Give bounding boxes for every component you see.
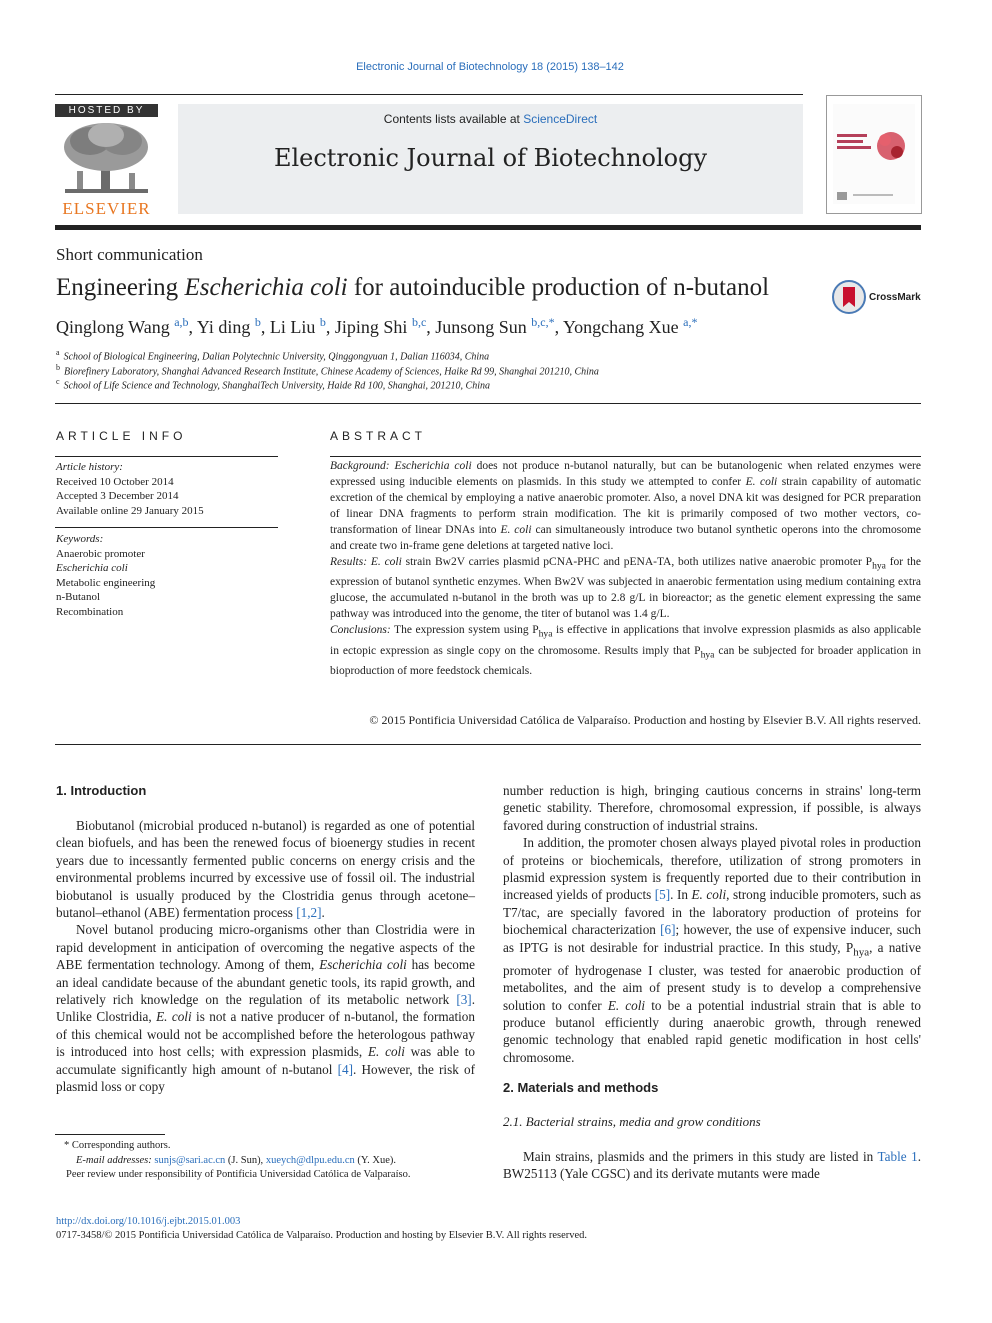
keywords: Keywords: Anaerobic promoter Escherichia coli Metabolic engineering n-Butanol Recombination [56, 533, 156, 618]
footnotes: * Corresponding authors. E-mail addresses: sunjs@sari.ac.cn (J. Sun), xueych@dlpu.edu.cn (Y. Xue). Peer review under responsibility of Pontificia Universidad Católica de Valparaíso. [64, 1140, 411, 1180]
keyword: Recombination [56, 605, 124, 618]
author[interactable]: Li Liu $^b$, [269, 315, 335, 337]
email-link[interactable]: sunjs@sari.ac.cn [154, 1154, 226, 1166]
keyword: n-Butanol [56, 591, 100, 603]
sciencedirect-link[interactable]: ScienceDirect [523, 112, 598, 126]
header-rule-top [55, 94, 803, 95]
info-rule [55, 456, 278, 457]
author-list [56, 315, 697, 338]
issn-line: 0717-3458/© 2015 Pontificia Universidad Católica de Valparaíso. Production and hosting by Elsevier B.V. All rights reserved. [56, 1230, 588, 1241]
section-heading-introduction: 1. Introduction [56, 783, 147, 798]
citation-link[interactable]: [6] [660, 922, 676, 938]
contents-line: Contents lists available at ScienceDirect [383, 112, 598, 126]
footnote-rule [55, 1134, 165, 1135]
hosted-by-label: HOSTED BY [55, 104, 158, 117]
section-heading-methods: 2. Materials and methods [503, 1080, 659, 1095]
author[interactable]: Jiping Shi $^{b,c}$, [334, 315, 436, 337]
journal-header-band [178, 104, 803, 214]
doi-link[interactable]: http://dx.doi.org/10.1016/j.ejbt.2015.01.003 [56, 1216, 241, 1227]
abstract-bottom-rule [55, 744, 921, 745]
affiliation: $^a$ School of Biological Engineering, Dalian Polytechnic University, Qinggongyuan 1, Dalian 116034, China [56, 348, 490, 363]
abstract-results: Results: E. coli strain Bw2V carries plasmid pCNA-PHC and pENA-TA, both utilizes native anaerobic promoter $P_{hya}$ for the expression of butanol synthetic enzymes. When Bw2V was subjected in anaerobic fermentation using medium containing extra glucose, the accumulated n-butanol in the broth was up to 2.8 g/L in bioreactor; as the genetic element expressing the same pathway was introduced into the genome, the titer of butanol was 1.4 g/L. [330, 556, 921, 621]
author[interactable]: Qinglong Wang $^{a,b}$, [56, 315, 197, 337]
abstract-rule [330, 456, 921, 457]
crossmark-icon [832, 280, 866, 314]
journal-cover-thumbnail[interactable] [826, 95, 922, 214]
article-title: Engineering Escherichia coli for autoinducible production of n-butanol [56, 274, 770, 301]
crossmark-badge[interactable] [832, 280, 921, 314]
citation-link[interactable]: [3] [456, 992, 472, 1008]
citation-link[interactable]: [4] [337, 1061, 353, 1077]
affiliation: $^c$ School of Life Science and Technology, ShanghaiTech University, Haide Rd 100, Shanghai, 201210, China [56, 377, 491, 392]
abstract-conclusions: Conclusions: The expression system using $P_{hya}$ is effective in applications that involve expression plasmids as also applicable in ectopic expression as single copy on the chromosome. Results imply that $P_{hya}$ can be subjected for broader application in bioproduction of more feedstock chemicals. [330, 624, 922, 677]
header-rule-thick [55, 225, 921, 230]
affiliation-rule [55, 403, 921, 404]
affiliation: $^b$ Biorefinery Laboratory, Shanghai Advanced Research Institute, Chinese Academy of Sciences, Haike Rd 99, Shanghai 201210, China [56, 363, 599, 378]
citation-link[interactable]: [5] [654, 887, 671, 903]
crossmark-label: CrossMark [869, 291, 921, 303]
keyword: Metabolic engineering [56, 576, 156, 589]
article-type: Short communication [56, 245, 203, 264]
keyword: Anaerobic promoter [56, 547, 145, 560]
copyright-notice: © 2015 Pontificia Universidad Católica de Valparaíso. Production and hosting by Elsevier B.V. All rights reserved. [369, 713, 921, 727]
author[interactable]: Junsong Sun $^{b,c,*}$, [435, 315, 563, 337]
email-link[interactable]: xueych@dlpu.edu.cn [265, 1154, 355, 1166]
journal-reference[interactable]: Electronic Journal of Biotechnology 18 (2015) 138–142 [356, 61, 624, 73]
introduction-text: Biobutanol (microbial produced n-butanol) is regarded as one of potential clean biofuels, and has been the renewed focus of bioenergy studies in recent years due to incessantly fermented public concerns on energy crisis and the environmental problems incurred by excessive use of fossil oil. The industrial biobutanol is usually produced by the Clostridia genus through acetone–butanol–ethanol (ABE) fermentation process [1,2]. Novel butanol producing micro-organisms other than Clostridia were in rapid development in anticipation of overcoming the negative aspects of the ABE fermentation technology. Among of them, Escherichia coli has become an ideal candidate because of the abundant genetic tools, its rapid growth, and relatively rich knowledge on the regulation of its metabolic network [3]. Unlike Clostridia, E. coli is not a native producer of n-butanol, the formation of this chemical would not be accomplished before the heterologous pathway is introduced into host cells; with expression plasmids, E. coli was able to accumulate significantly high amount of n-butanol [4]. However, the risk of plasmid loss or copy [56, 818, 476, 1095]
elsevier-logo [55, 104, 158, 216]
subsection-heading: 2.1. Bacterial strains, media and grow conditions [503, 1114, 761, 1129]
abstract-heading: ABSTRACT [330, 429, 427, 443]
abstract-background: Background: Escherichia coli does not produce n-butanol naturally, but can be butanologenic when related enzymes were expressed using inducible elements on plasmids. In this study we attempted to confer E. coli strain capability of automatic excretion of the chemical by employing a native anaerobic promoter. Also, a novel DNA kit was designed for PCR preparation of linear DNA fragments to perform strain modification. The kit is primarily composed of two mother vectors, co-transformation of linear DNAs into E. coli can simultaneously introduce two butanol synthetic operons into the chromosome and create two in-frame gene deletions at targeted native loci. [330, 460, 921, 552]
methods-text: Main strains, plasmids and the primers in this study are listed in Table 1. BW25113 (Yale CGSC) and its derivate mutants were made [503, 1149, 921, 1182]
abstract-body [330, 458, 921, 679]
author[interactable]: Yi ding $^b$, [196, 315, 270, 337]
right-column-text: number reduction is high, bringing cautious concerns in strains' long-term genetic stability. Therefore, chromosomal expression, if possible, is always favored during construction of industrial strains. In addition, the promoter chosen always played pivotal roles in production of proteins or biochemicals, therefore, utilization of strong promoters in plasmid expression system is frequently reported due to their contribution in increased yields of products [5]. In E. coli, strong inducible promoters, such as T7/tac, are specially favored in the laboratory production of proteins for biochemical characterization [6]; however, the use of expensive inducer, such as IPTG is not desirable for industrial practice. In this study, $P_{hya}$, a native promoter of hydrogenase I cluster, was tested for anaerobic production of metabolites, and the aim of present study is to develop a comprehensive solution to confer E. coli to be a potential industrial strain that is able to produce butanol efficiently during anaerobic growth, through renewed genomic technology that enabled rapid genetic modification in host cells' chromosome. [503, 783, 922, 1065]
elsevier-wordmark: ELSEVIER [62, 199, 151, 218]
keyword: Escherichia coli [56, 562, 128, 574]
table-link[interactable]: Table 1 [877, 1149, 918, 1164]
cover-image [833, 104, 915, 204]
article-info-heading: ARTICLE INFO [56, 429, 187, 443]
citation-link[interactable]: [1,2] [296, 905, 322, 921]
author[interactable]: Yongchang Xue $^{a,*}$ [562, 315, 698, 337]
elsevier-tree-icon [55, 119, 158, 195]
article-history: Article history: Received 10 October 2014 Accepted 3 December 2014 Available online 29 January 2015 [56, 461, 204, 517]
journal-name: Electronic Journal of Biotechnology [273, 144, 708, 172]
keywords-rule [55, 527, 278, 528]
